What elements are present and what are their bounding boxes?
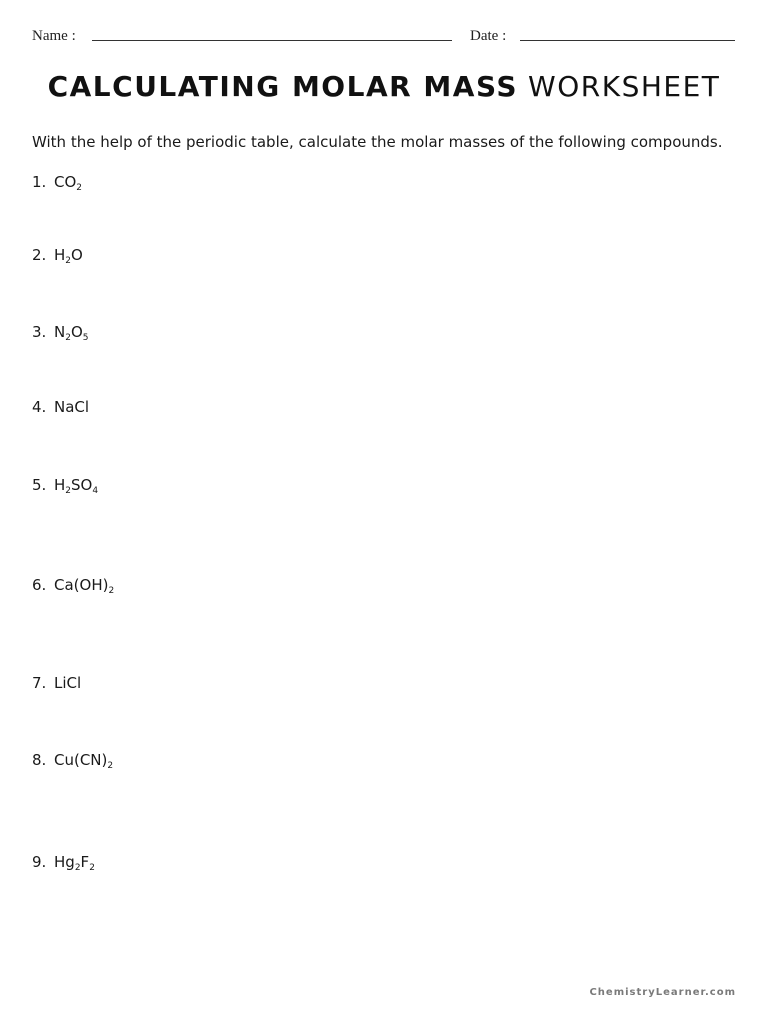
formula-part: Ca(OH) <box>54 576 109 594</box>
compound-formula <box>54 853 95 871</box>
worksheet-title <box>0 70 768 103</box>
formula-part: 2 <box>65 486 72 496</box>
formula-part: H <box>54 246 66 264</box>
list-item <box>32 853 95 873</box>
compound-formula <box>54 674 81 692</box>
formula-part: SO <box>71 476 93 494</box>
formula-part: 2 <box>108 586 115 596</box>
title-bold: CALCULATING MOLAR MASS <box>47 70 519 103</box>
list-item <box>32 751 113 771</box>
item-number: 3. <box>32 323 47 341</box>
compound-formula <box>54 576 114 594</box>
date-label: Date : <box>470 28 507 44</box>
name-label: Name : <box>32 28 76 44</box>
item-number: 5. <box>32 476 47 494</box>
formula-part: 2 <box>65 333 71 343</box>
list-item <box>32 398 89 416</box>
list-item <box>32 674 81 692</box>
formula-part: 5 <box>82 333 89 343</box>
formula-part: F <box>80 853 90 871</box>
compound-formula <box>54 751 113 769</box>
formula-part: CO <box>54 173 77 191</box>
compound-formula <box>54 323 89 341</box>
item-number: 7. <box>32 674 47 692</box>
item-number: 4. <box>32 398 47 416</box>
compound-formula <box>54 173 82 191</box>
compound-formula <box>54 246 83 264</box>
list-item <box>32 576 114 596</box>
list-item <box>32 476 98 496</box>
item-number: 8. <box>32 751 47 769</box>
formula-part: 2 <box>76 183 83 193</box>
list-item <box>32 173 82 193</box>
name-line <box>92 40 452 41</box>
compound-formula <box>54 398 89 416</box>
formula-part: O <box>70 323 83 341</box>
formula-part: N <box>54 323 66 341</box>
formula-part: O <box>71 246 83 264</box>
list-item <box>32 323 89 343</box>
compound-formula <box>54 476 98 494</box>
date-line <box>520 40 735 41</box>
list-item <box>32 246 83 266</box>
formula-part: 4 <box>92 486 99 496</box>
item-number: 2. <box>32 246 47 264</box>
formula-part: 2 <box>65 256 72 266</box>
formula-part: Hg <box>54 853 75 871</box>
instructions: With the help of the periodic table, calculate the molar masses of the following compounds. <box>32 133 723 151</box>
title-light: WORKSHEET <box>528 70 721 103</box>
formula-part: NaCl <box>54 398 90 416</box>
formula-part: 2 <box>89 863 95 873</box>
formula-part: 2 <box>107 761 114 771</box>
item-number: 9. <box>32 853 47 871</box>
formula-part: Cu(CN) <box>54 751 108 769</box>
formula-part: 2 <box>74 863 81 873</box>
item-number: 6. <box>32 576 47 594</box>
formula-part: H <box>54 476 66 494</box>
formula-part: LiCl <box>54 674 82 692</box>
site-credit: ChemistryLearner.com <box>589 987 736 998</box>
item-number: 1. <box>32 173 47 191</box>
